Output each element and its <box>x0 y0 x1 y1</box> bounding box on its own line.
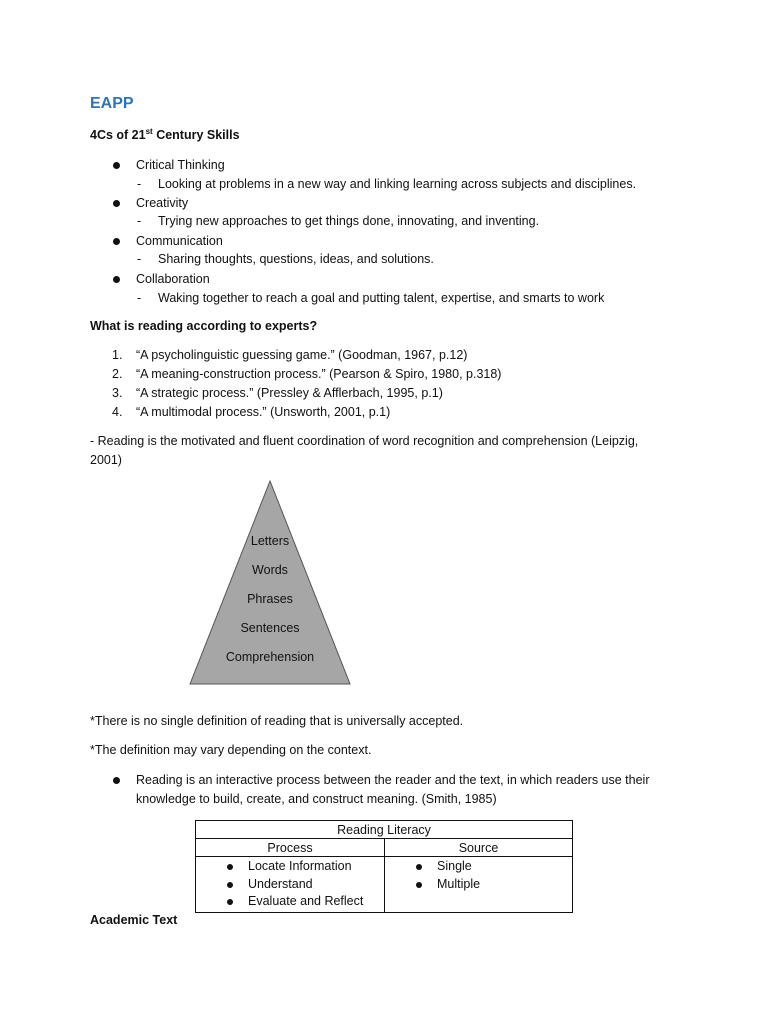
list-item: Understand <box>196 876 384 894</box>
dash-marker: - <box>137 177 142 191</box>
pyramid-label-phrases: Phrases <box>247 592 293 606</box>
bullet-icon <box>113 162 120 169</box>
skill-name: Communication <box>136 234 223 248</box>
list-number: 4. <box>112 405 123 419</box>
skill-description: Waking together to reach a goal and putting talent, expertise, and smarts to work <box>158 291 605 305</box>
skill-description: Looking at problems in a new way and linking learning across subjects and disciplines. <box>158 177 637 191</box>
list-number: 3. <box>112 386 123 400</box>
bullet-icon <box>227 899 233 905</box>
table-header-process: Process <box>196 839 385 857</box>
leipzig-paragraph-line1: - Reading is the motivated and fluent coordination of word recognition and comprehension (Leipzig, <box>90 434 639 448</box>
dash-marker: - <box>137 291 142 305</box>
bullet-icon <box>227 882 233 888</box>
bullet-icon <box>113 238 120 245</box>
list-item: Single <box>385 858 572 876</box>
reading-literacy-table <box>195 820 573 913</box>
definition-text: “A psycholinguistic guessing game.” (Goodman, 1967, p.12) <box>136 348 468 362</box>
list-number: 2. <box>112 367 123 381</box>
bullet-icon <box>227 864 233 870</box>
academic-text-heading: Academic Text <box>90 913 178 927</box>
smith-paragraph-line2: knowledge to build, create, and construct meaning. (Smith, 1985) <box>136 792 497 806</box>
skills-heading: 4Cs of 21st Century Skills <box>90 126 240 142</box>
pyramid-label-letters: Letters <box>250 534 290 548</box>
process-cell <box>196 857 385 913</box>
table-title: Reading Literacy <box>196 821 573 839</box>
list-item: Multiple <box>385 876 572 894</box>
skill-description: Trying new approaches to get things done, innovating, and inventing. <box>158 214 540 228</box>
skill-name: Creativity <box>136 196 189 210</box>
dash-marker: - <box>137 252 142 266</box>
document-title: EAPP <box>90 95 134 112</box>
source-cell <box>385 857 573 913</box>
definition-text: “A multimodal process.” (Unsworth, 2001, p.1) <box>136 405 391 419</box>
list-item: Evaluate and Reflect <box>196 893 384 911</box>
bullet-icon <box>113 276 120 283</box>
skill-name: Collaboration <box>136 272 210 286</box>
skill-description: Sharing thoughts, questions, ideas, and solutions. <box>158 252 434 266</box>
list-number: 1. <box>112 348 123 362</box>
definition-text: “A meaning-construction process.” (Pearson & Spiro, 1980, p.318) <box>136 367 502 381</box>
dash-marker: - <box>137 214 142 228</box>
pyramid-label-words: Words <box>252 563 288 577</box>
definition-text: “A strategic process.” (Pressley & Afflerbach, 1995, p.1) <box>136 386 443 400</box>
pyramid-label-comprehension: Comprehension <box>225 650 315 664</box>
list-item: Locate Information <box>196 858 384 876</box>
bullet-icon <box>113 200 120 207</box>
leipzig-paragraph-line2: 2001) <box>90 453 122 467</box>
skill-name: Critical Thinking <box>136 158 225 172</box>
note-no-single-definition: *There is no single definition of reading that is universally accepted. <box>90 714 464 728</box>
pyramid-label-sentences: Sentences <box>240 621 300 635</box>
smith-paragraph-line1: Reading is an interactive process between the reader and the text, in which readers use their <box>136 773 650 787</box>
bullet-icon <box>416 882 422 888</box>
bullet-icon <box>113 777 120 784</box>
note-definition-varies: *The definition may vary depending on the context. <box>90 743 372 757</box>
reading-heading: What is reading according to experts? <box>90 319 318 333</box>
bullet-icon <box>416 864 422 870</box>
table-header-source: Source <box>385 839 573 857</box>
reading-pyramid <box>188 480 352 686</box>
